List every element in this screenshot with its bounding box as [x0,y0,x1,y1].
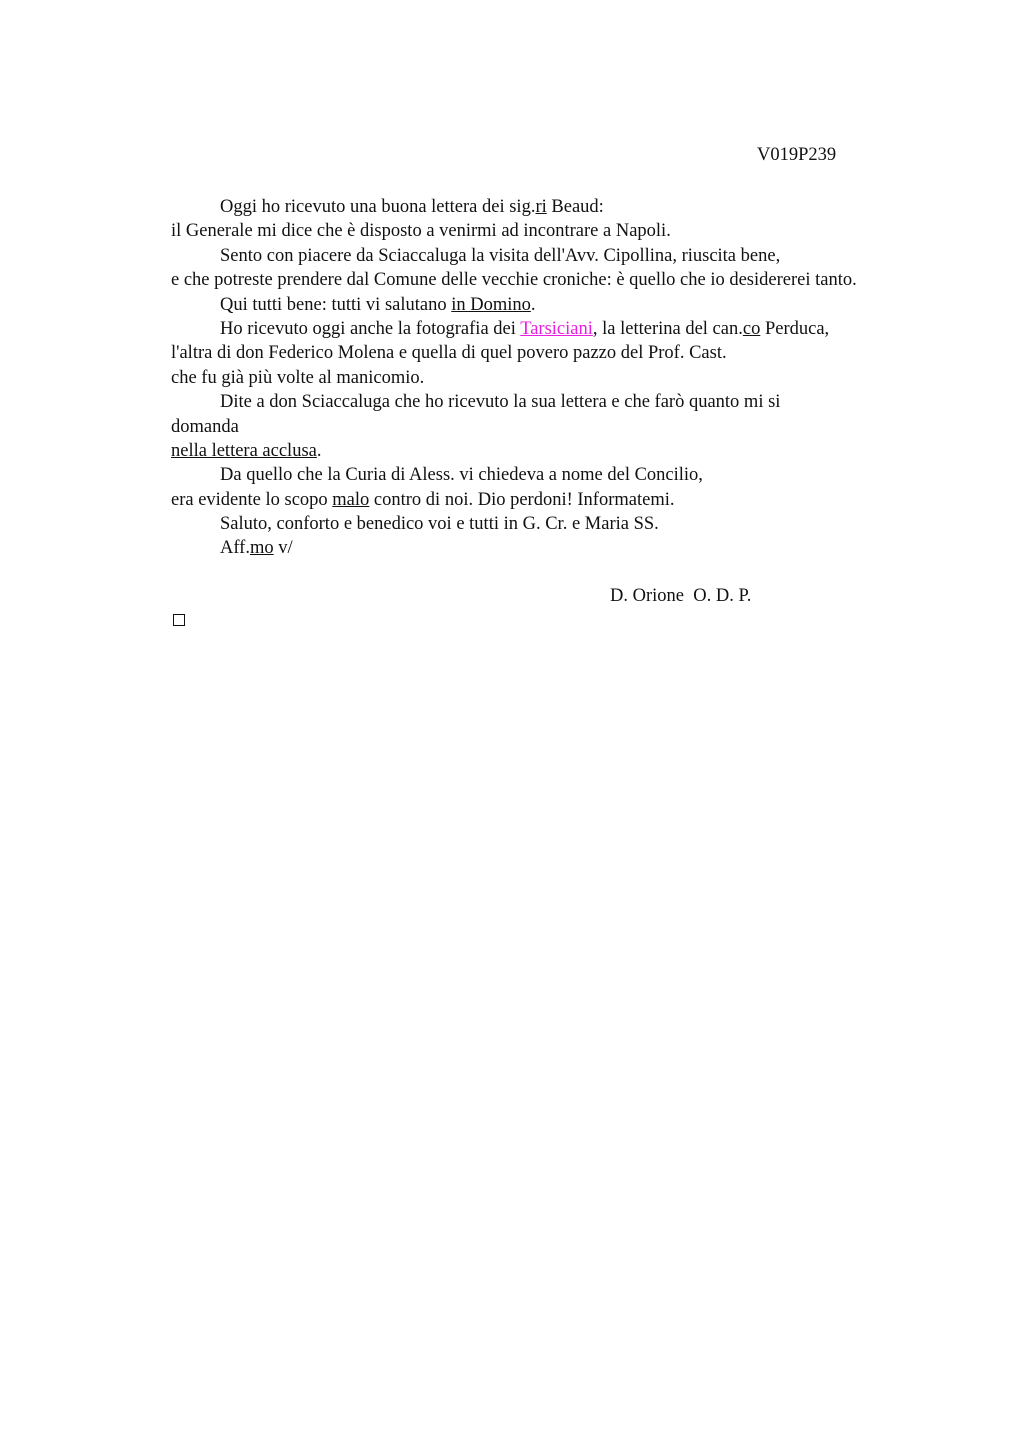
tarsiciani-link[interactable]: Tarsiciani [520,318,593,339]
letter-line-10: domanda [171,416,239,437]
letter-line-15 [171,536,971,560]
text-span: Oggi ho ricevuto una buona lettera dei sig. [220,197,536,217]
text-span: Perduca, [760,318,830,339]
letter-body [171,195,971,561]
underlined-word: malo [332,489,370,510]
text-span: Beaud: [546,197,604,217]
end-marker-box [173,614,185,626]
letter-line-5 [171,293,971,317]
letter-line-2: il Generale mi dice che è disposto a venirmi ad incontrare a Napoli. [171,221,671,242]
letter-line-3: Sento con piacere da Sciaccaluga la visita dell'Avv. Cipollina, riuscita bene, [220,245,781,266]
underlined-phrase: nella lettera acclusa [171,440,317,461]
letter-line-4: e che potreste prendere dal Comune delle vecchie croniche: è quello che io desidererei tanto. [171,270,857,291]
text-span: . [316,440,322,461]
letter-line-12: Da quello che la Curia di Aless. vi chiedeva a nome del Concilio, [220,465,703,486]
page-code: V019P239 [757,145,837,165]
text-span: . [530,294,536,315]
letter-line-9: Dite a don Sciaccaluga che ho ricevuto la sua lettera e che farò quanto mi si [220,392,781,413]
underlined-abbrev: ri [535,197,547,217]
letter-line-6 [171,317,971,341]
letter-line-7: l'altra di don Federico Molena e quella di quel povero pazzo del Prof. Cast. [171,343,727,364]
underlined-abbrev: mo [249,538,274,559]
letter-line-13 [171,488,971,512]
underlined-phrase: in Domino [451,294,531,315]
letter-line-1 [171,195,971,219]
signature: D. Orione O. D. P. [610,586,752,606]
text-span: , la letterina del can. [592,318,743,339]
letter-line-8: che fu già più volte al manicomio. [171,367,425,388]
letter-line-14: Saluto, conforto e benedico voi e tutti in G. Cr. e Maria SS. [220,514,659,535]
text-span: Qui tutti bene: tutti vi salutano [220,294,452,315]
text-span: Aff. [220,538,250,559]
text-span: contro di noi. Dio perdoni! Informatemi. [369,489,675,510]
text-span: era evidente lo scopo [171,489,333,510]
underlined-abbrev: co [742,318,761,339]
text-span: Ho ricevuto oggi anche la fotografia dei [220,318,521,339]
letter-line-11 [171,439,971,463]
text-span: v/ [273,538,293,559]
